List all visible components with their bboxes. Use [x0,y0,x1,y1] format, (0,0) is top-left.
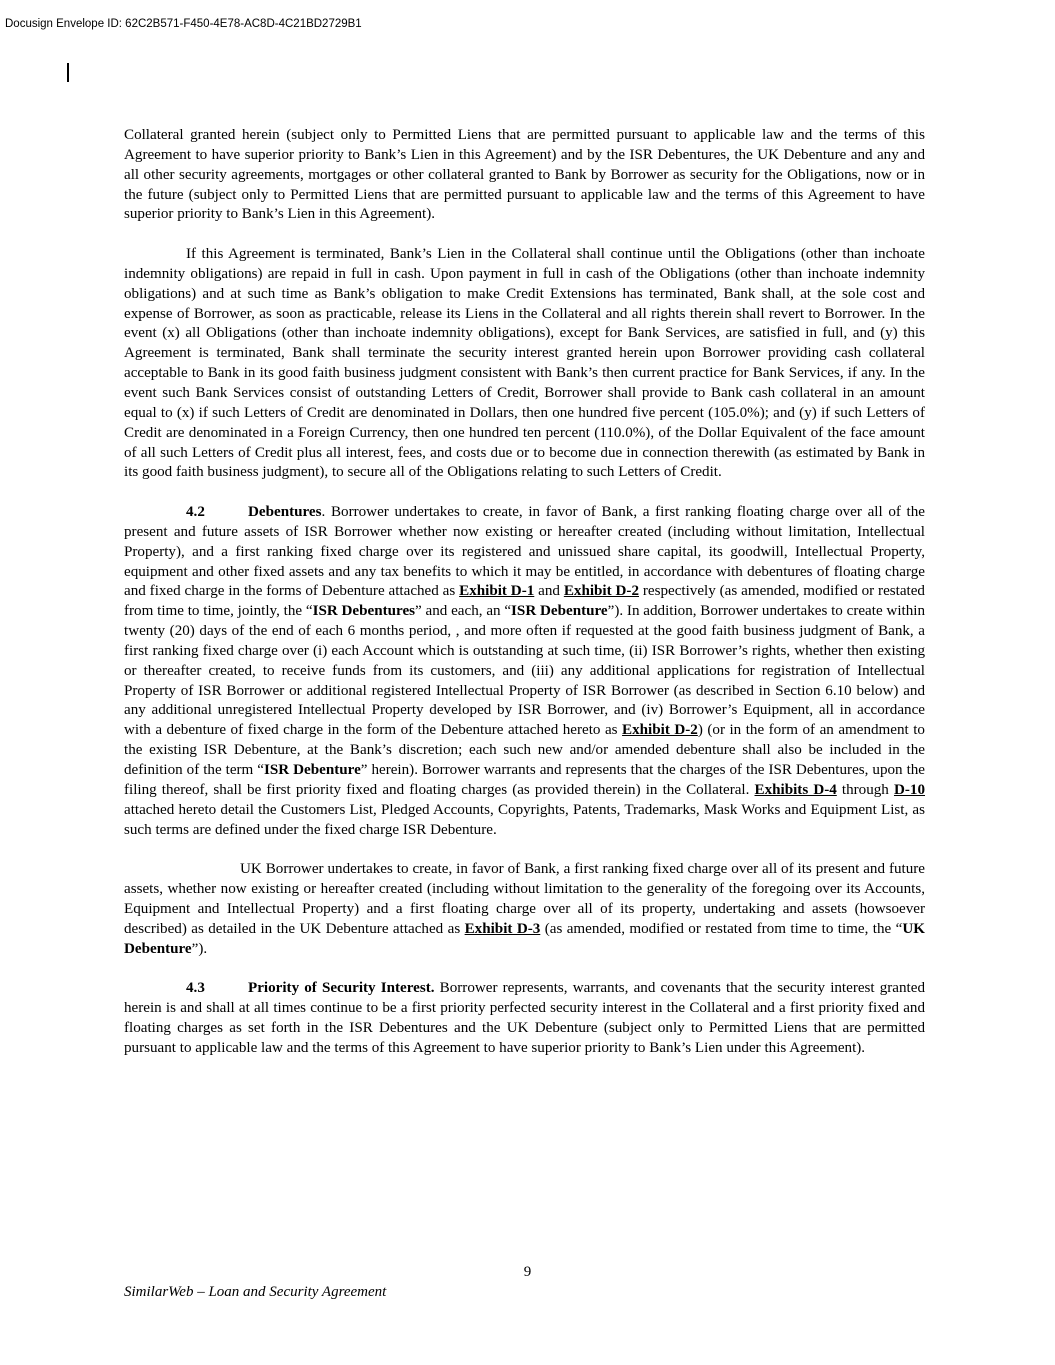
paragraph-text: UK Borrower undertakes to create, in favor of Bank, a first ranking fixed charge over all of its present and future assets, whether now existing or hereafter created (including without limitation to the generality of the foregoing over its Accounts, Equipment and Intellectual Property) and a first floating charge over all of its property, undertaking and assets (howsoever described) as detailed in the UK Debenture attached as [124,861,925,937]
section-text: ”). In addition, Borrower undertakes to create within twenty (20) days of the end of each 6 months period, , and more often if requested at the good faith business judgment of Bank, a first ranking fixed charge over (i) each Account which is outstanding at such time, (ii) ISR Borrower’s rights, whether then existing or thereafter created, to receive funds from its customers, and (iii) any additional applications for registration of Intellectual Property of ISR Borrower or additional registered Intellectual Property of ISR Borrower (as described in Section 6.10 below) and any additional unregistered Intellectual Property developed by ISR Borrower, and (iv) Borrower’s Equipment, all in accordance with a debenture of fixed charge in the form of the Debenture attached hereto as [124,603,926,739]
defined-term-uk-debenture: UK Debenture [124,920,925,957]
section-number: 4.2 [186,504,205,521]
exhibit-d3-reference: Exhibit D-3 [464,920,541,937]
exhibit-d10-reference: D-10 [893,781,925,798]
section-4-3-priority [124,979,925,1058]
section-text: attached hereto detail the Customers List, Pledged Accounts, Copyrights, Patents, Trademarks, Mask Works and Equipment List, as such terms are defined under the fixed charge ISR Debenture. [124,801,925,838]
section-heading: Debentures [248,504,322,521]
paragraph-text: (as amended, modified or restated from time to time, the “ [540,920,903,937]
exhibit-d4-reference: Exhibits D-4 [754,781,837,798]
section-text: Borrower represents, warrants, and covenants that the security interest granted herein is and shall at all times continue to be a first priority perfected security interest in the Collateral and a first priority fixed and floating charges as set forth in the ISR Debentures and the UK Debenture (subject only to Permitted Liens that are permitted pursuant to applicable law and the terms of this Agreement to have superior priority to Bank’s Lien under this Agreement). [124,980,925,1056]
exhibit-d2-reference: Exhibit D-2 [622,722,698,739]
section-text: ” and each, an “ [415,603,512,620]
section-text: and [534,583,564,600]
section-text: ) (or in the form of an amendment to the existing ISR Debenture, at the Bank’s discretion; each such new and/or amended debenture shall also be included in the definition of the term “ [124,722,925,778]
section-4-2-debentures [124,503,925,840]
paragraph-termination: If this Agreement is terminated, Bank’s Lien in the Collateral shall continue until the Obligations (other than inchoate indemnity obligations) are repaid in full in cash. Upon payment in full in cash of the Obligations (other than inchoate indemnity obligations) and at such time as Bank’s obligation to make Credit Extensions has terminated, Bank shall, at the sole cost and expense of Borrower, as soon as practicable, release its Liens in the Collateral and all rights therein shall revert to Borrower. In the event (x) all Obligations (other than inchoate indemnity obligations), except for Bank Services, are satisfied in full, and (y) this Agreement is terminated, Bank shall terminate the security interest granted herein upon Borrower providing cash collateral acceptable to Bank in its good faith business judgment consistent with Bank’s then current practice for Bank Services, if any. In the event such Bank Services consist of outstanding Letters of Credit, Borrower shall provide to Bank cash collateral in an amount equal to (x) if such Letters of Credit are denominated in Dollars, then one hundred five percent (105.0%); and (y) if such Letters of Credit are denominated in a Foreign Currency, then one hundred ten percent (110.0%), of the Dollar Equivalent of the face amount of all such Letters of Credit plus all interest, fees, and costs due or to become due in connection therewith (as estimated by Bank in its good faith business judgment), to secure all of the Obligations relating to such Letters of Credit. [124,246,925,481]
exhibit-d2-reference: Exhibit D-2 [563,583,639,600]
defined-term-isr-debenture: ISR Debenture [511,603,608,620]
section-number: 4.3 [186,980,205,997]
section-text: ” herein). Borrower warrants and represents that the charges of the ISR Debentures, upon the filing thereof, shall be first priority fixed and floating charges (as provided therein) in the Collateral. [124,762,926,798]
paragraph-text: ”). [191,940,208,957]
document-body [124,126,925,1079]
section-text: . Borrower undertakes to create, in favor of Bank, a first ranking floating charge over all of the present and future assets of ISR Borrower whether now existing or hereafter created (including without limitation, Intellectual Property), and a first ranking fixed charge over its registered and unissued share capital, its goodwill, Intellectual Property, equipment and other fixed assets and any tax benefits to which it may be entitled, in accordance with debentures of floating charge and fixed charge in the forms of Debenture attached as [124,504,925,600]
exhibit-d1-reference: Exhibit D-1 [459,583,535,600]
revision-change-bar [67,63,69,82]
paragraph-uk-borrower [124,860,925,959]
defined-term-isr-debentures: ISR Debentures [312,603,416,620]
page-number: 9 [523,1264,532,1280]
section-heading: Priority of Security Interest. [248,980,435,997]
paragraph-collateral-continuation: Collateral granted herein (subject only to Permitted Liens that are permitted pursuant to applicable law and the terms of this Agreement to have superior priority to Bank’s Lien in this Agreement) and by the ISR Debentures, the UK Debenture and any and all other security agreements, mortgages or other collateral granted to Bank by Borrower as security for the Obligations, now or in the future (subject only to Permitted Liens that are permitted pursuant to applicable law and the terms of this Agreement to have superior priority to Bank’s Lien in this Agreement). [124,127,925,223]
footer-document-title: SimilarWeb – Loan and Security Agreement [124,1284,387,1300]
docusign-envelope-id: Docusign Envelope ID: 62C2B571-F450-4E78-AC8D-4C21BD2729B1 [5,18,362,30]
section-text: through [836,781,894,798]
defined-term-isr-debenture: ISR Debenture [263,762,361,778]
section-text: respectively (as amended, modified or restated from time to time, jointly, the “ [124,583,925,620]
